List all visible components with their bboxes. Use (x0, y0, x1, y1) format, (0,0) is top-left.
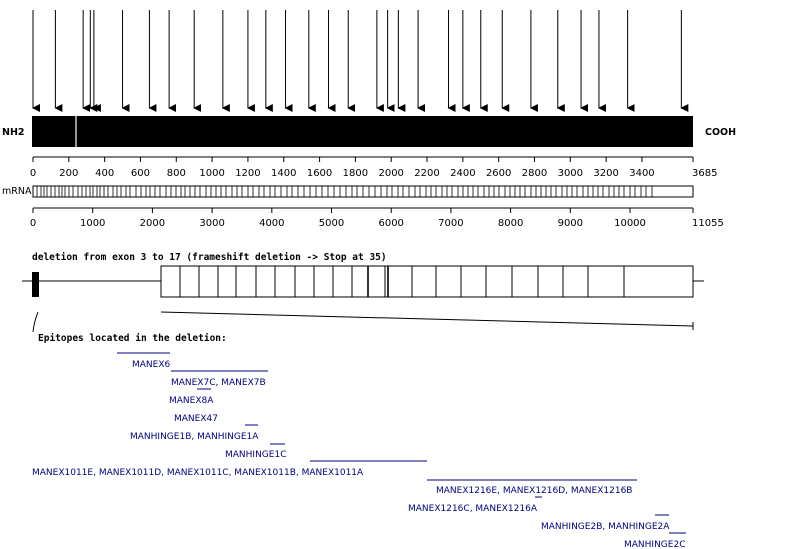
protein-axis-end-label: 3685 (692, 168, 718, 179)
protein-axis-tick-label: 2000 (378, 168, 404, 179)
mrna-axis-tick-label: 0 (29, 218, 37, 229)
protein-axis-tick-label: 3000 (557, 168, 584, 179)
protein-bar (32, 116, 693, 147)
mrna-axis-tick-label: 1000 (79, 218, 106, 229)
epitope-label: MANHINGE2C (624, 540, 686, 549)
mrna-axis-tick-label: 2000 (139, 218, 166, 229)
protein-axis-tick-label: 2200 (414, 168, 440, 179)
mrna-axis-ticks (30, 208, 693, 229)
protein-axis-tick-label: 1200 (235, 168, 261, 179)
deletion-exon-block (32, 272, 39, 297)
mrna-axis-tick-label: 10000 (614, 218, 646, 229)
protein-axis-ticks (30, 157, 693, 179)
protein-axis-tick-label: 1800 (342, 168, 369, 179)
epitope-label: MANEX8A (169, 396, 214, 406)
protein-axis-tick-label: 1600 (306, 168, 333, 179)
protein-axis-tick-label: 2400 (450, 168, 476, 179)
mrna-axis-tick-label: 5000 (318, 218, 345, 229)
mrna-axis-tick-label: 6000 (378, 218, 404, 229)
zoom-line (161, 312, 693, 326)
protein-axis-tick-label: 3400 (629, 168, 655, 179)
epitope-label: MANHINGE2B, MANHINGE2A (541, 522, 670, 532)
epitope-label: MANEX47 (174, 414, 218, 424)
epitope-arrows (33, 10, 681, 108)
mrna-axis-tick-label: 9000 (557, 218, 584, 229)
deleted-exon-box (161, 266, 693, 297)
protein-axis-tick-label: 2600 (485, 168, 512, 179)
cooh-label: COOH (705, 127, 737, 138)
epitope-label: MANEX1011E, MANEX1011D, MANEX1011C, MANEX1011B, MANEX1011A (32, 468, 364, 478)
deletion-heading: deletion from exon 3 to 17 (frameshift deletion -> Stop at 35) (32, 252, 387, 263)
epitope-label: MANEX7C, MANEX7B (171, 378, 266, 388)
epitopes-heading: Epitopes located in the deletion: (38, 333, 227, 344)
epitope-label: MANEX6 (132, 360, 171, 370)
protein-axis-tick-label: 800 (166, 168, 186, 179)
mrna-axis-tick-label: 4000 (259, 218, 285, 229)
protein-axis-tick-label: 400 (95, 168, 115, 179)
mrna-label: mRNA (2, 186, 32, 197)
protein-axis-tick-label: 600 (130, 168, 151, 179)
nh2-label: NH2 (2, 127, 25, 138)
epitope-label: MANEX1216E, MANEX1216D, MANEX1216B (436, 486, 633, 496)
protein-axis-tick-label: 0 (29, 168, 37, 179)
epitope-label: MANHINGE1B, MANHINGE1A (130, 432, 259, 442)
protein-axis-tick-label: 2800 (521, 168, 548, 179)
zoom-bracket (33, 312, 38, 332)
protein-axis-tick-label: 1400 (271, 168, 297, 179)
protein-axis-tick-label: 200 (59, 168, 79, 179)
epitope-label: MANEX1216C, MANEX1216A (408, 504, 537, 514)
protein-axis-tick-label: 1000 (199, 168, 225, 179)
mrna-axis-tick-label: 3000 (199, 218, 225, 229)
mrna-axis-tick-label: 7000 (438, 218, 464, 229)
mrna-axis-tick-label: 8000 (497, 218, 524, 229)
epitope-label: MANHINGE1C (225, 450, 287, 460)
protein-axis-tick-label: 3200 (593, 168, 619, 179)
mrna-axis-end-label: 11055 (692, 218, 724, 229)
epitope-list (32, 353, 686, 549)
